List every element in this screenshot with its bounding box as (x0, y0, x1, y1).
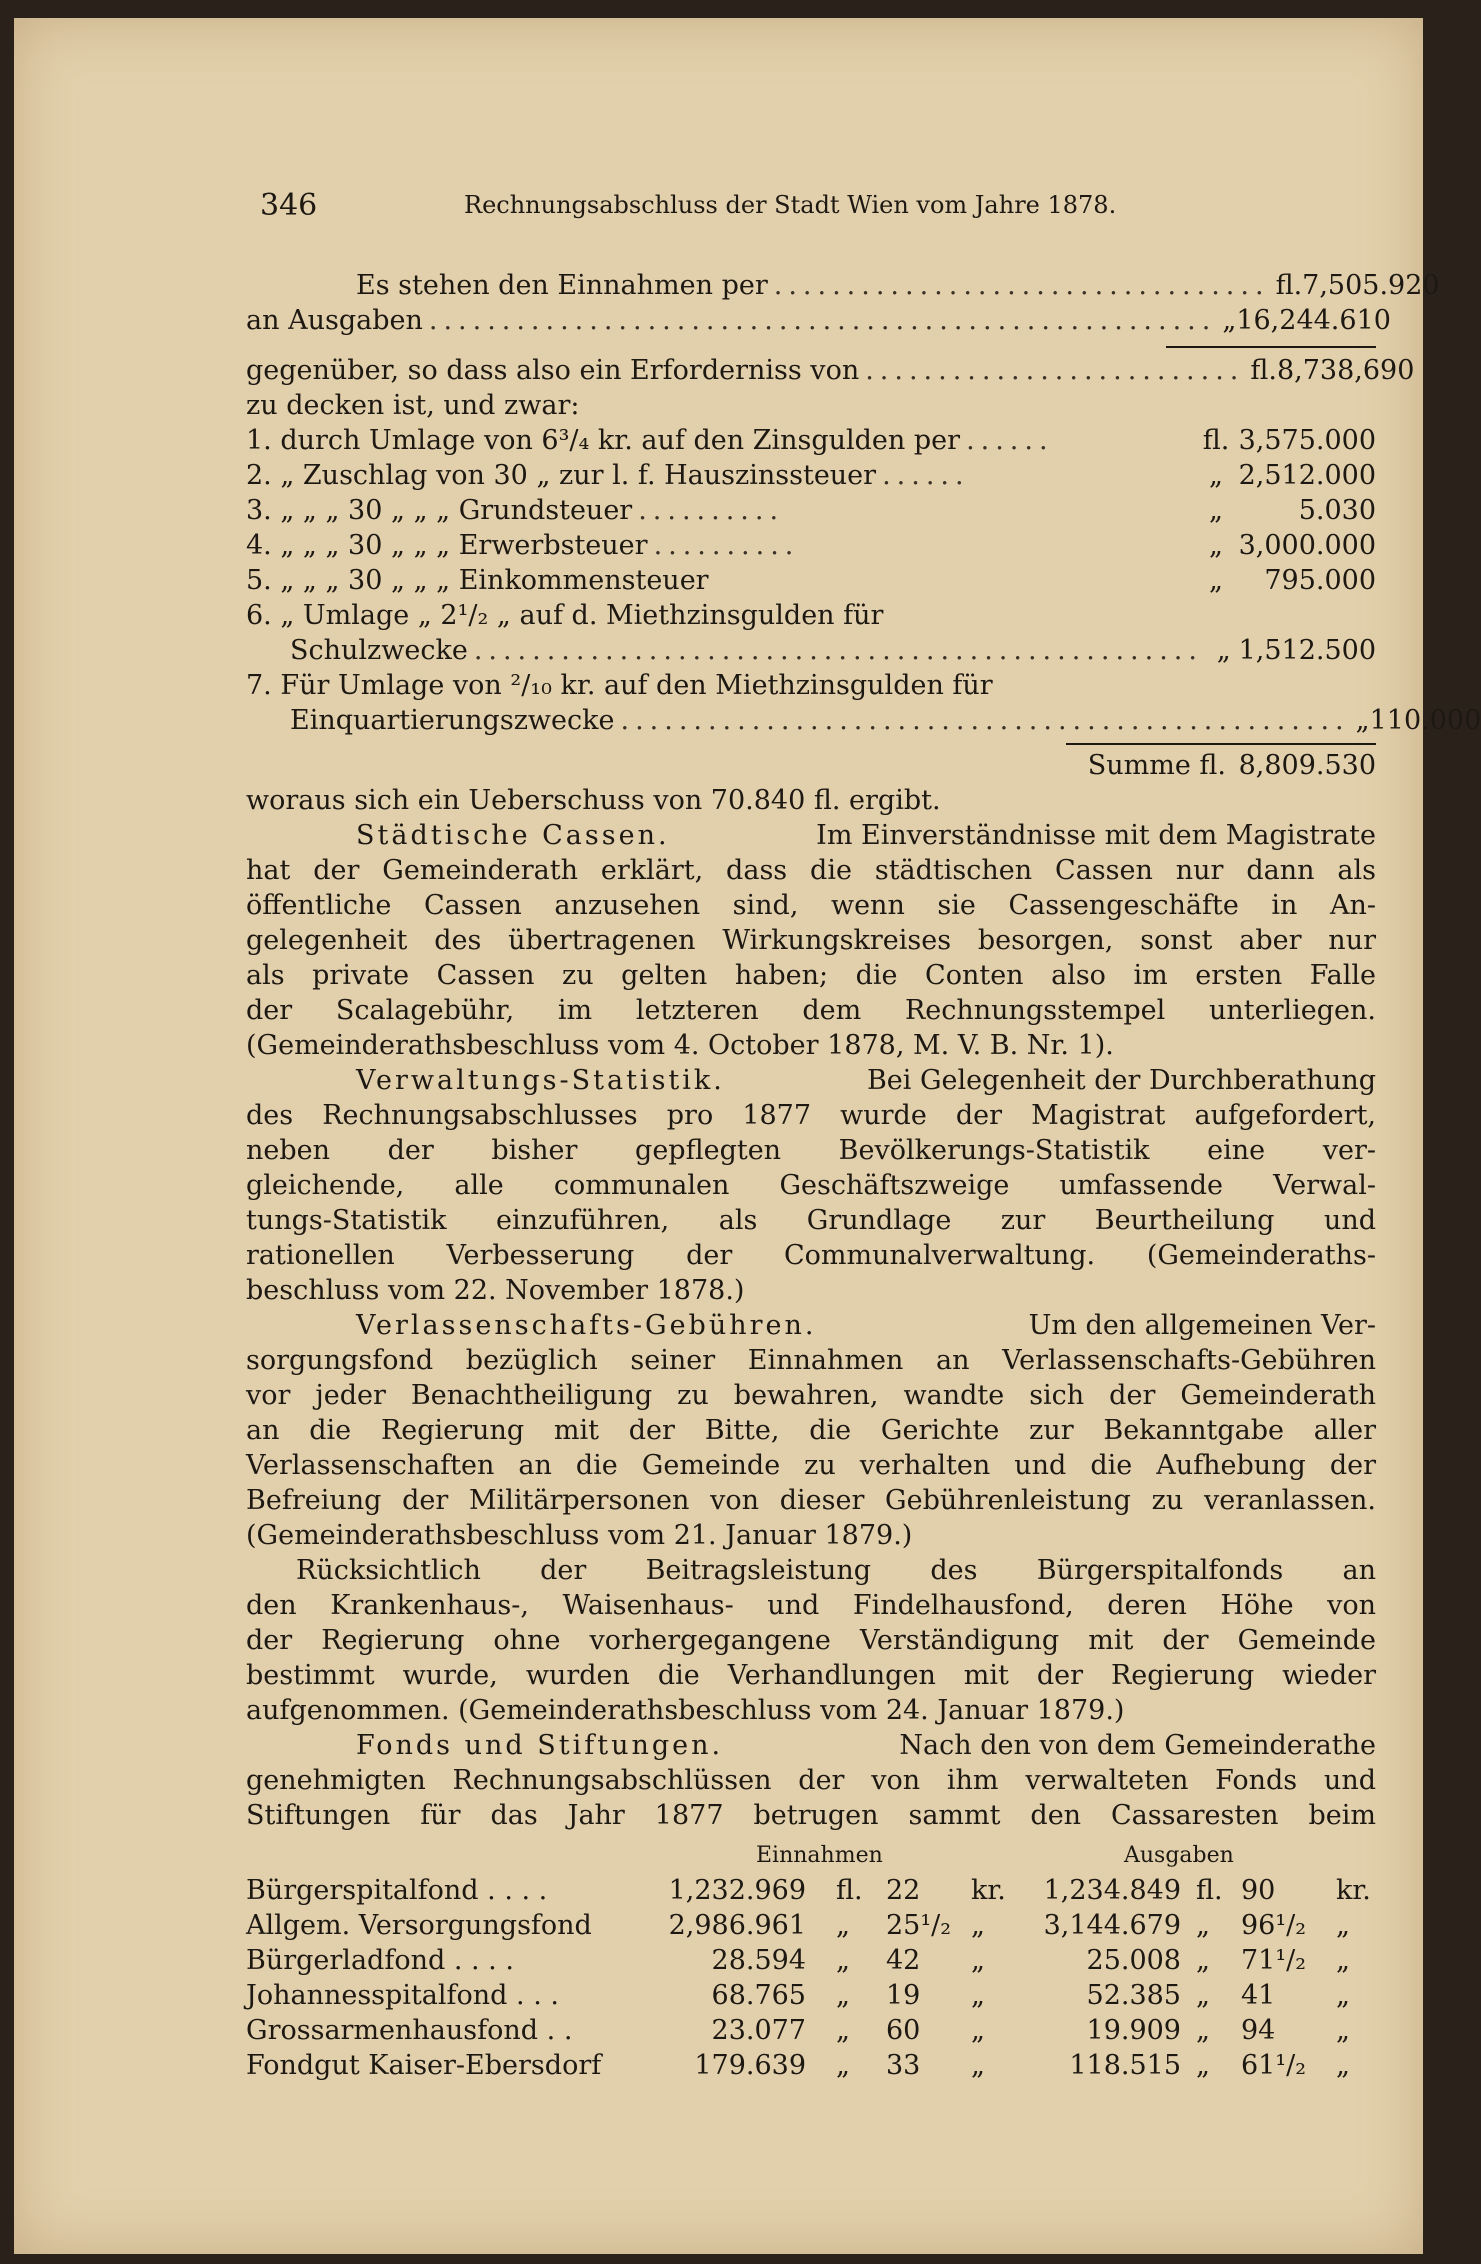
text-line: des Rechnungsabschlusses pro 1877 wurde der Magistrat aufgefordert, (246, 1100, 1376, 1131)
section-heading: Städtische Cassen. (356, 820, 670, 851)
section-heading: Verlassenschafts-Gebühren. (356, 1310, 817, 1341)
text-line: rationellen Verbesserung der Communalverwaltung. (Gemeinderaths- (246, 1240, 1376, 1271)
text-line: (Gemeinderathsbeschluss vom 4. October 1878, M. V. B. Nr. 1). (246, 1030, 1114, 1061)
table-row: Grossarmenhausfond . . 23.077 „ 60 „ 19.909 „ 94 „ (246, 2015, 1350, 2046)
text-line: gelegenheit des übertragenen Wirkungskreises besorgen, sonst aber nur (246, 925, 1376, 956)
table-row: Bürgerladfond . . . . 28.594 „ 42 „ 25.008 „ 71¹/₂ „ (246, 1945, 1350, 1976)
text-line: sorgungsfond bezüglich seiner Einnahmen an Verlassenschafts-Gebühren (246, 1345, 1376, 1376)
table-row: Fondgut Kaiser-Ebersdorf 179.639 „ 33 „ 118.515 „ 61¹/₂ „ (246, 2050, 1350, 2081)
deficit-line: gegenüber, so dass also ein Erforderniss von .......................... fl. 8,738,690 (246, 355, 1415, 386)
text-line: bestimmt wurde, wurden die Verhandlungen mit der Regierung wieder (246, 1660, 1376, 1691)
budget-item: 6. „ Umlage „ 2¹/₂ „ auf d. Miethzinsgulden für (246, 600, 884, 631)
budget-item: 2. „ Zuschlag von 30 „ zur l. f. Hauszinssteuer ...... „ 2,512.000 (246, 460, 1376, 491)
paragraph-first-line: Verwaltungs-Statistik. Bei Gelegenheit der Durchberathung (356, 1065, 1376, 1096)
text-line: Verlassenschaften an die Gemeinde zu verhalten und die Aufhebung der (246, 1450, 1376, 1481)
paragraph-first-line: Fonds und Stiftungen. Nach den von dem Gemeinderathe (356, 1730, 1376, 1761)
income-line: Es stehen den Einnahmen per .................................. fl. 7,505.920 (356, 270, 1440, 301)
section-heading: Fonds und Stiftungen. (356, 1730, 724, 1761)
col-expense-header: Ausgaben (1124, 1843, 1234, 1868)
running-header (246, 188, 1376, 223)
text-line: beschluss vom 22. November 1878.) (246, 1275, 745, 1306)
text-line: der Scalagebühr, im letzteren dem Rechnungsstempel unterliegen. (246, 995, 1376, 1026)
paragraph-first-line: Städtische Cassen. Im Einverständnisse mit dem Magistrate (356, 820, 1376, 851)
text-line: (Gemeinderathsbeschluss vom 21. Januar 1879.) (246, 1520, 913, 1551)
page-number: 346 (260, 188, 318, 223)
text-line: neben der bisher gepflegten Bevölkerungs-Statistik eine ver- (246, 1135, 1376, 1166)
budget-item: 5. „ „ „ 30 „ „ „ Einkommensteuer „ 795.000 (246, 565, 1376, 596)
text-line: genehmigten Rechnungsabschlüssen der von ihm verwalteten Fonds und (246, 1765, 1376, 1796)
section-heading: Verwaltungs-Statistik. (356, 1065, 725, 1096)
budget-item-cont: Schulzwecke .................................................. „ 1,512.500 (290, 635, 1376, 666)
text-line: den Krankenhaus-, Waisenhaus- und Findelhausfond, deren Höhe von (246, 1590, 1376, 1621)
text-line: vor jeder Benachtheiligung zu bewahren, wandte sich der Gemeinderath (246, 1380, 1376, 1411)
running-title: Rechnungsabschluss der Stadt Wien vom Jahre 1878. (464, 191, 1117, 219)
expense-line: an Ausgaben ...................................................... „ 16,244.610 (246, 305, 1391, 336)
table-row: Bürgerspitalfond . . . . 1,232.969 fl. 22 kr. 1,234.849 fl. 90 kr. (246, 1875, 1371, 1906)
text-line: öffentliche Cassen anzusehen sind, wenn sie Cassengeschäfte in An- (246, 890, 1376, 921)
rule (1066, 743, 1376, 745)
budget-item: 3. „ „ „ 30 „ „ „ Grundsteuer .......... „ 5.030 (246, 495, 1376, 526)
text-line: an die Regierung mit der Bitte, die Gerichte zur Bekanntgabe aller (246, 1415, 1376, 1446)
budget-item-cont: Einquartierungszwecke .................................................. „ 110.000 (290, 705, 1481, 736)
funds-table-header (246, 1838, 1376, 1873)
text-line: gleichende, alle communalen Geschäftszweige umfassende Verwal- (246, 1170, 1376, 1201)
col-income-header: Einnahmen (756, 1843, 883, 1868)
text-line: der Regierung ohne vorhergegangene Verständigung mit der Gemeinde (246, 1625, 1376, 1656)
text-line: Stiftungen für das Jahr 1877 betrugen sammt den Cassaresten beim (246, 1800, 1376, 1831)
text-line: tungs-Statistik einzuführen, als Grundlage zur Beurtheilung und (246, 1205, 1376, 1236)
book-page (14, 18, 1481, 2254)
text-line: hat der Gemeinderath erklärt, dass die städtischen Cassen nur dann als (246, 855, 1376, 886)
paragraph-first-line: Verlassenschafts-Gebühren. Um den allgemeinen Ver- (356, 1310, 1376, 1341)
table-row: Johannesspitalfond . . . 68.765 „ 19 „ 52.385 „ 41 „ (246, 1980, 1350, 2011)
budget-item: 7. Für Umlage von ²/₁₀ kr. auf den Miethzinsgulden für (246, 670, 993, 701)
text-line: Rücksichtlich der Beitragsleistung des Bürgerspitalfonds an (296, 1555, 1376, 1586)
rule (1166, 346, 1376, 348)
surplus-line: woraus sich ein Ueberschuss von 70.840 fl. ergibt. (246, 785, 941, 816)
sum-line: Summe fl. 8,809.530 (1087, 750, 1376, 781)
budget-item: 4. „ „ „ 30 „ „ „ Erwerbsteuer .......... „ 3,000.000 (246, 530, 1376, 561)
budget-item: 1. durch Umlage von 6³/₄ kr. auf den Zinsgulden per ...... fl. 3,575.000 (246, 425, 1376, 456)
text-line: als private Cassen zu gelten haben; die Conten also im ersten Falle (246, 960, 1376, 991)
table-row: Allgem. Versorgungsfond 2,986.961 „ 25¹/₂ „ 3,144.679 „ 96¹/₂ „ (246, 1910, 1350, 1941)
text-line: Befreiung der Militärpersonen von dieser Gebührenleistung zu veranlassen. (246, 1485, 1376, 1516)
text-line: aufgenommen. (Gemeinderathsbeschluss vom 24. Januar 1879.) (246, 1695, 1125, 1726)
cover-intro: zu decken ist, und zwar: (246, 390, 580, 421)
